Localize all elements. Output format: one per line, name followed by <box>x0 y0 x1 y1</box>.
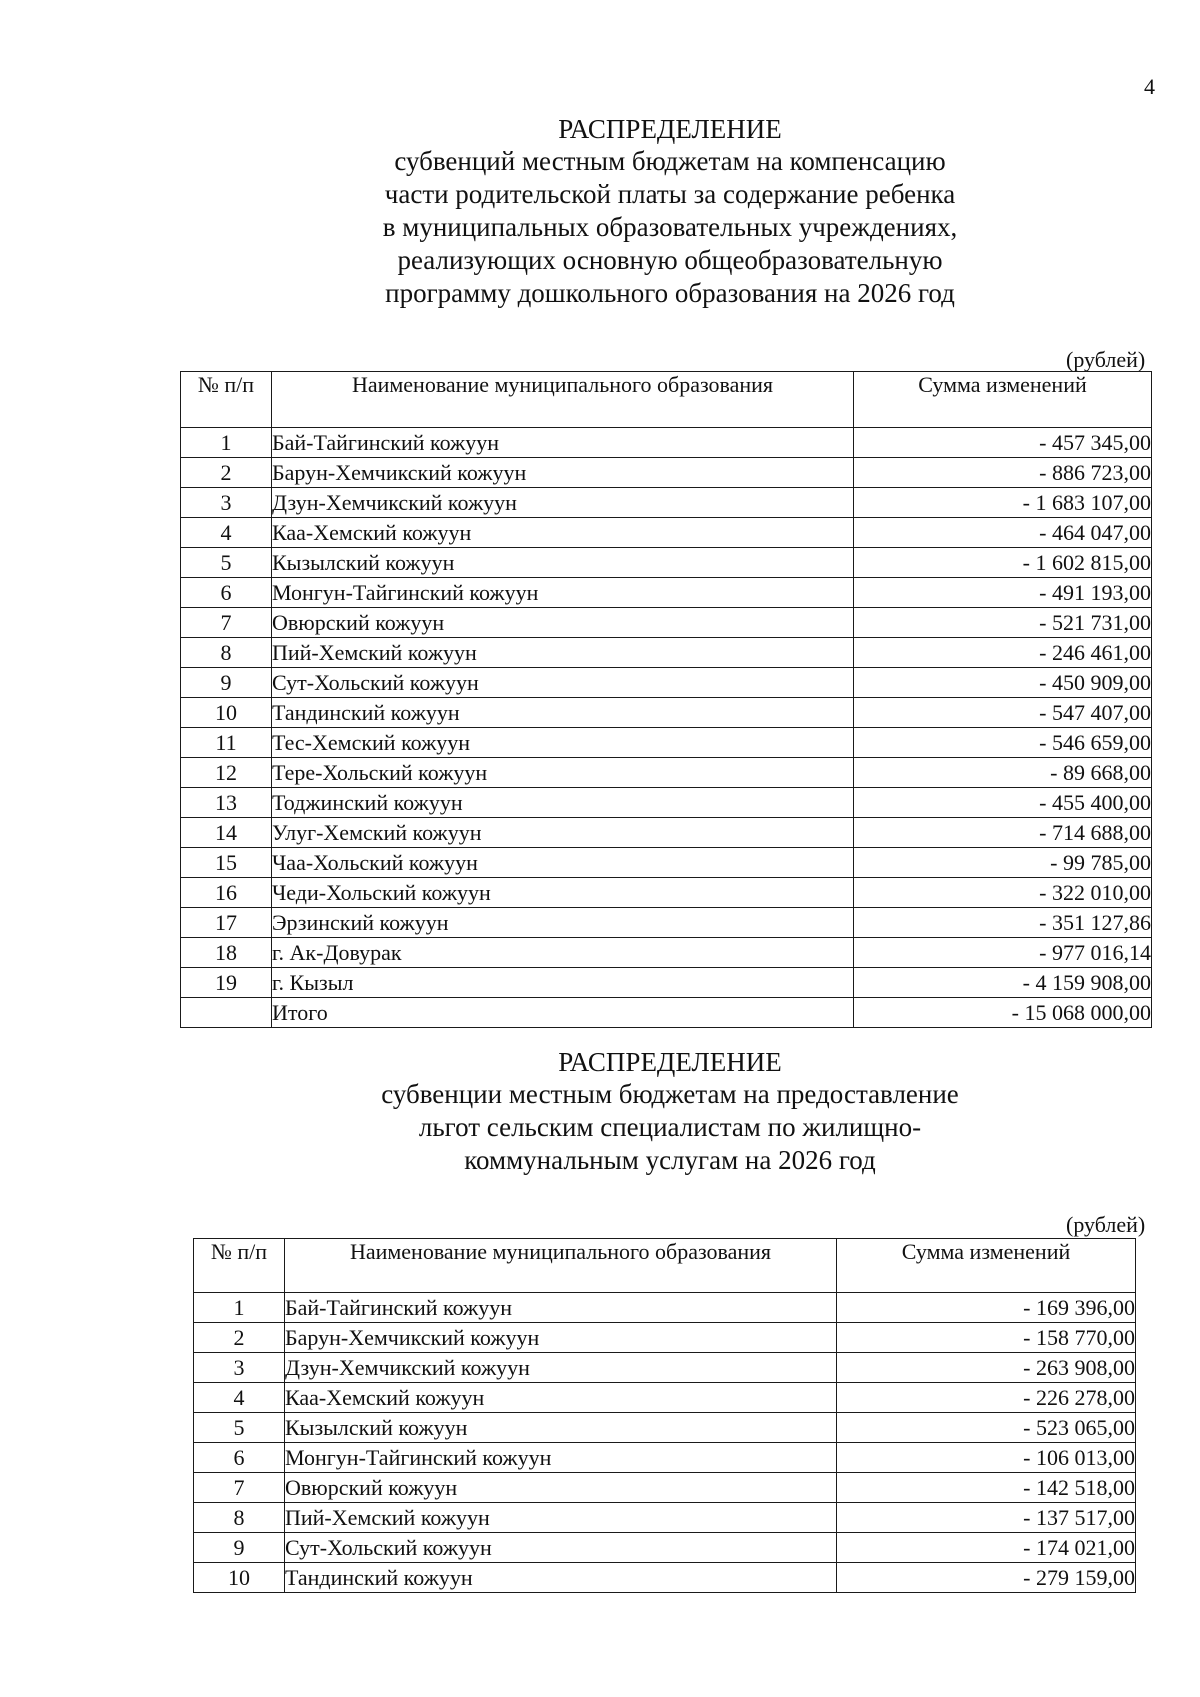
change-amount: - 169 396,00 <box>837 1293 1136 1323</box>
row-number: 6 <box>194 1443 285 1473</box>
change-amount: - 174 021,00 <box>837 1533 1136 1563</box>
municipality-name: Монгун-Тайгинский кожуун <box>285 1443 837 1473</box>
change-amount: - 279 159,00 <box>837 1563 1136 1593</box>
table-row <box>181 758 1152 788</box>
change-amount: - 142 518,00 <box>837 1473 1136 1503</box>
change-amount: - 714 688,00 <box>854 818 1152 848</box>
municipality-name: Монгун-Тайгинский кожуун <box>272 578 854 608</box>
section2-table-body <box>194 1293 1136 1593</box>
change-amount: - 351 127,86 <box>854 908 1152 938</box>
change-amount: - 977 016,14 <box>854 938 1152 968</box>
municipality-name: Бай-Тайгинский кожуун <box>285 1293 837 1323</box>
municipality-name: Кызылский кожуун <box>285 1413 837 1443</box>
municipality-name: Чаа-Хольский кожуун <box>272 848 854 878</box>
table-row <box>194 1563 1136 1593</box>
table-header-row <box>194 1239 1136 1293</box>
table-row <box>194 1443 1136 1473</box>
table-row <box>194 1323 1136 1353</box>
section2-subtitle-line: коммунальным услугам на 2026 год <box>464 1145 876 1175</box>
municipality-name: Барун-Хемчикский кожуун <box>285 1323 837 1353</box>
row-number: 9 <box>194 1533 285 1563</box>
municipality-name: Дзун-Хемчикский кожуун <box>285 1353 837 1383</box>
change-amount: - 521 731,00 <box>854 608 1152 638</box>
section1-unit-label: (рублей) <box>1066 347 1146 372</box>
row-number: 1 <box>194 1293 285 1323</box>
table-row <box>194 1383 1136 1413</box>
change-amount: - 455 400,00 <box>854 788 1152 818</box>
change-amount: - 1 683 107,00 <box>854 488 1152 518</box>
municipality-name: г. Кызыл <box>272 968 854 998</box>
row-number: 3 <box>181 488 272 518</box>
table-row <box>181 698 1152 728</box>
table-row <box>181 998 1152 1028</box>
table-row <box>181 638 1152 668</box>
change-amount: - 546 659,00 <box>854 728 1152 758</box>
section2-subtitle-line: льгот сельским специалистам по жилищно- <box>418 1112 922 1142</box>
municipality-name: Пий-Хемский кожуун <box>272 638 854 668</box>
section2-unit-label: (рублей) <box>1066 1212 1146 1237</box>
header-num: № п/п <box>181 372 272 428</box>
table-row <box>194 1293 1136 1323</box>
municipality-name: Овюрский кожуун <box>272 608 854 638</box>
municipality-name: Барун-Хемчикский кожуун <box>272 458 854 488</box>
row-number: 7 <box>181 608 272 638</box>
row-number: 6 <box>181 578 272 608</box>
page-number: 4 <box>1144 74 1155 99</box>
header-amount: Сумма изменений <box>837 1239 1136 1293</box>
row-number: 10 <box>181 698 272 728</box>
table-row <box>181 818 1152 848</box>
header-amount: Сумма изменений <box>854 372 1152 428</box>
change-amount: - 106 013,00 <box>837 1443 1136 1473</box>
table-row <box>181 848 1152 878</box>
municipality-name: Тере-Хольский кожуун <box>272 758 854 788</box>
section1-subtitle-line: субвенций местным бюджетам на компенсацию <box>394 146 946 176</box>
section1-table-body <box>181 428 1152 1028</box>
table-row <box>181 728 1152 758</box>
change-amount: - 886 723,00 <box>854 458 1152 488</box>
section2-title: РАСПРЕДЕЛЕНИЕ <box>558 1047 782 1077</box>
change-amount: - 491 193,00 <box>854 578 1152 608</box>
section2-table <box>193 1238 1136 1593</box>
table-row <box>194 1533 1136 1563</box>
section1-heading <box>300 113 1040 310</box>
change-amount: - 137 517,00 <box>837 1503 1136 1533</box>
table-row <box>181 518 1152 548</box>
row-number: 2 <box>181 458 272 488</box>
municipality-name: Пий-Хемский кожуун <box>285 1503 837 1533</box>
municipality-name: Бай-Тайгинский кожуун <box>272 428 854 458</box>
change-amount: - 464 047,00 <box>854 518 1152 548</box>
row-number: 14 <box>181 818 272 848</box>
row-number: 13 <box>181 788 272 818</box>
municipality-name: Тандинский кожуун <box>272 698 854 728</box>
header-num: № п/п <box>194 1239 285 1293</box>
municipality-name: Тес-Хемский кожуун <box>272 728 854 758</box>
table-row <box>181 608 1152 638</box>
row-number: 10 <box>194 1563 285 1593</box>
municipality-name: Сут-Хольский кожуун <box>285 1533 837 1563</box>
row-number: 9 <box>181 668 272 698</box>
municipality-name: Овюрский кожуун <box>285 1473 837 1503</box>
change-amount: - 450 909,00 <box>854 668 1152 698</box>
municipality-name: Дзун-Хемчикский кожуун <box>272 488 854 518</box>
table-row <box>181 938 1152 968</box>
row-number <box>181 998 272 1028</box>
table-row <box>181 788 1152 818</box>
table-row <box>194 1353 1136 1383</box>
section1-subtitle-line: программу дошкольного образования на 2026 год <box>385 278 955 308</box>
section1-table <box>180 371 1152 1028</box>
header-name: Наименование муниципального образования <box>272 372 854 428</box>
municipality-name: Каа-Хемский кожуун <box>285 1383 837 1413</box>
change-amount: - 457 345,00 <box>854 428 1152 458</box>
header-name: Наименование муниципального образования <box>285 1239 837 1293</box>
row-number: 5 <box>181 548 272 578</box>
change-amount: - 89 668,00 <box>854 758 1152 788</box>
row-number: 2 <box>194 1323 285 1353</box>
section1-title: РАСПРЕДЕЛЕНИЕ <box>558 114 782 144</box>
table-row <box>181 908 1152 938</box>
row-number: 17 <box>181 908 272 938</box>
row-number: 11 <box>181 728 272 758</box>
section2-heading <box>300 1046 1040 1177</box>
row-number: 4 <box>194 1383 285 1413</box>
row-number: 8 <box>181 638 272 668</box>
row-number: 16 <box>181 878 272 908</box>
table-row <box>194 1473 1136 1503</box>
change-amount: - 15 068 000,00 <box>854 998 1152 1028</box>
row-number: 1 <box>181 428 272 458</box>
row-number: 12 <box>181 758 272 788</box>
row-number: 19 <box>181 968 272 998</box>
row-number: 3 <box>194 1353 285 1383</box>
section1-subtitle-line: в муниципальных образовательных учреждениях, <box>382 212 958 242</box>
table-row <box>181 578 1152 608</box>
row-number: 18 <box>181 938 272 968</box>
table-row <box>181 668 1152 698</box>
municipality-name: Улуг-Хемский кожуун <box>272 818 854 848</box>
change-amount: - 523 065,00 <box>837 1413 1136 1443</box>
change-amount: - 99 785,00 <box>854 848 1152 878</box>
municipality-name: Тандинский кожуун <box>285 1563 837 1593</box>
table-row <box>181 428 1152 458</box>
change-amount: - 547 407,00 <box>854 698 1152 728</box>
row-number: 4 <box>181 518 272 548</box>
section1-subtitle-line: реализующих основную общеобразовательную <box>397 245 943 275</box>
municipality-name: Эрзинский кожуун <box>272 908 854 938</box>
municipality-name: Кызылский кожуун <box>272 548 854 578</box>
table-row <box>194 1503 1136 1533</box>
row-number: 15 <box>181 848 272 878</box>
row-number: 5 <box>194 1413 285 1443</box>
change-amount: - 4 159 908,00 <box>854 968 1152 998</box>
municipality-name: г. Ак-Довурак <box>272 938 854 968</box>
municipality-name: Каа-Хемский кожуун <box>272 518 854 548</box>
municipality-name: Тоджинский кожуун <box>272 788 854 818</box>
municipality-name: Сут-Хольский кожуун <box>272 668 854 698</box>
change-amount: - 226 278,00 <box>837 1383 1136 1413</box>
section2-subtitle-line: субвенции местным бюджетам на предоставление <box>381 1079 959 1109</box>
change-amount: - 322 010,00 <box>854 878 1152 908</box>
table-row <box>181 968 1152 998</box>
change-amount: - 158 770,00 <box>837 1323 1136 1353</box>
table-row <box>181 488 1152 518</box>
municipality-name: Итого <box>272 998 854 1028</box>
row-number: 7 <box>194 1473 285 1503</box>
table-row <box>181 458 1152 488</box>
municipality-name: Чеди-Хольский кожуун <box>272 878 854 908</box>
change-amount: - 246 461,00 <box>854 638 1152 668</box>
change-amount: - 1 602 815,00 <box>854 548 1152 578</box>
table-row <box>194 1413 1136 1443</box>
table-row <box>181 878 1152 908</box>
section1-subtitle-line: части родительской платы за содержание ребенка <box>384 179 956 209</box>
table-row <box>181 548 1152 578</box>
change-amount: - 263 908,00 <box>837 1353 1136 1383</box>
row-number: 8 <box>194 1503 285 1533</box>
table-header-row <box>181 372 1152 428</box>
